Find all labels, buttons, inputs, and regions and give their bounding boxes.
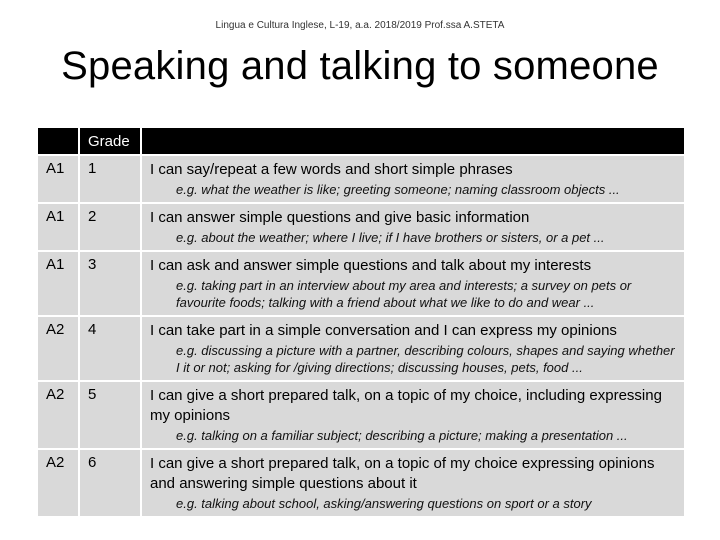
grade-cell: 1 (80, 156, 140, 202)
example-text: e.g. about the weather; where I live; if I have brothers or sisters, or a pet ... (176, 230, 605, 245)
can-do-statement: I can take part in a simple conversation and I can express my opinions (150, 322, 617, 339)
table-row (38, 317, 684, 380)
can-do-statement: I can give a short prepared talk, on a topic of my choice expressing opinions and answering simple questions about it (150, 455, 655, 492)
grade-cell: 3 (80, 252, 140, 315)
description-cell (142, 450, 684, 516)
example-text: e.g. what the weather is like; greeting someone; naming classroom objects ... (176, 182, 620, 197)
level-cell: A2 (38, 317, 78, 380)
description-cell (142, 382, 684, 448)
header-level (38, 128, 78, 154)
course-header: Lingua e Cultura Inglese, L-19, a.a. 2018/2019 Prof.ssa A.STETA (215, 20, 505, 31)
table-header-row (38, 128, 684, 154)
can-do-statement: I can ask and answer simple questions and talk about my interests (150, 257, 592, 274)
level-cell: A1 (38, 156, 78, 202)
description-cell (142, 252, 684, 315)
can-do-statement: I can answer simple questions and give basic information (150, 209, 530, 226)
header-grade: Grade (80, 128, 140, 154)
can-do-statement: I can give a short prepared talk, on a topic of my choice, including expressing my opinions (150, 387, 662, 424)
example-text: e.g. discussing a picture with a partner, describing colours, shapes and saying whether I it or not; asking for /giving directions; discussing houses, pets, food ... (176, 343, 675, 375)
table-row (38, 382, 684, 448)
level-cell: A2 (38, 450, 78, 516)
grade-cell: 6 (80, 450, 140, 516)
table-row (38, 156, 684, 202)
header-description (142, 128, 684, 154)
grading-table (36, 126, 686, 518)
example-text: e.g. taking part in an interview about my area and interests; a survey on pets or favourite foods; talking with a friend about what we like to do and wear ... (176, 278, 632, 310)
level-cell: A1 (38, 252, 78, 315)
grade-cell: 5 (80, 382, 140, 448)
table-row (38, 204, 684, 250)
description-cell (142, 317, 684, 380)
level-cell: A1 (38, 204, 78, 250)
grade-cell: 4 (80, 317, 140, 380)
example-text: e.g. talking about school, asking/answering questions on sport or a story (176, 496, 592, 511)
example-text: e.g. talking on a familiar subject; describing a picture; making a presentation ... (176, 428, 628, 443)
description-cell (142, 156, 684, 202)
description-cell (142, 204, 684, 250)
table-row (38, 450, 684, 516)
slide-title: Speaking and talking to someone (61, 44, 659, 88)
table-row (38, 252, 684, 315)
grade-cell: 2 (80, 204, 140, 250)
can-do-statement: I can say/repeat a few words and short simple phrases (150, 161, 513, 178)
level-cell: A2 (38, 382, 78, 448)
